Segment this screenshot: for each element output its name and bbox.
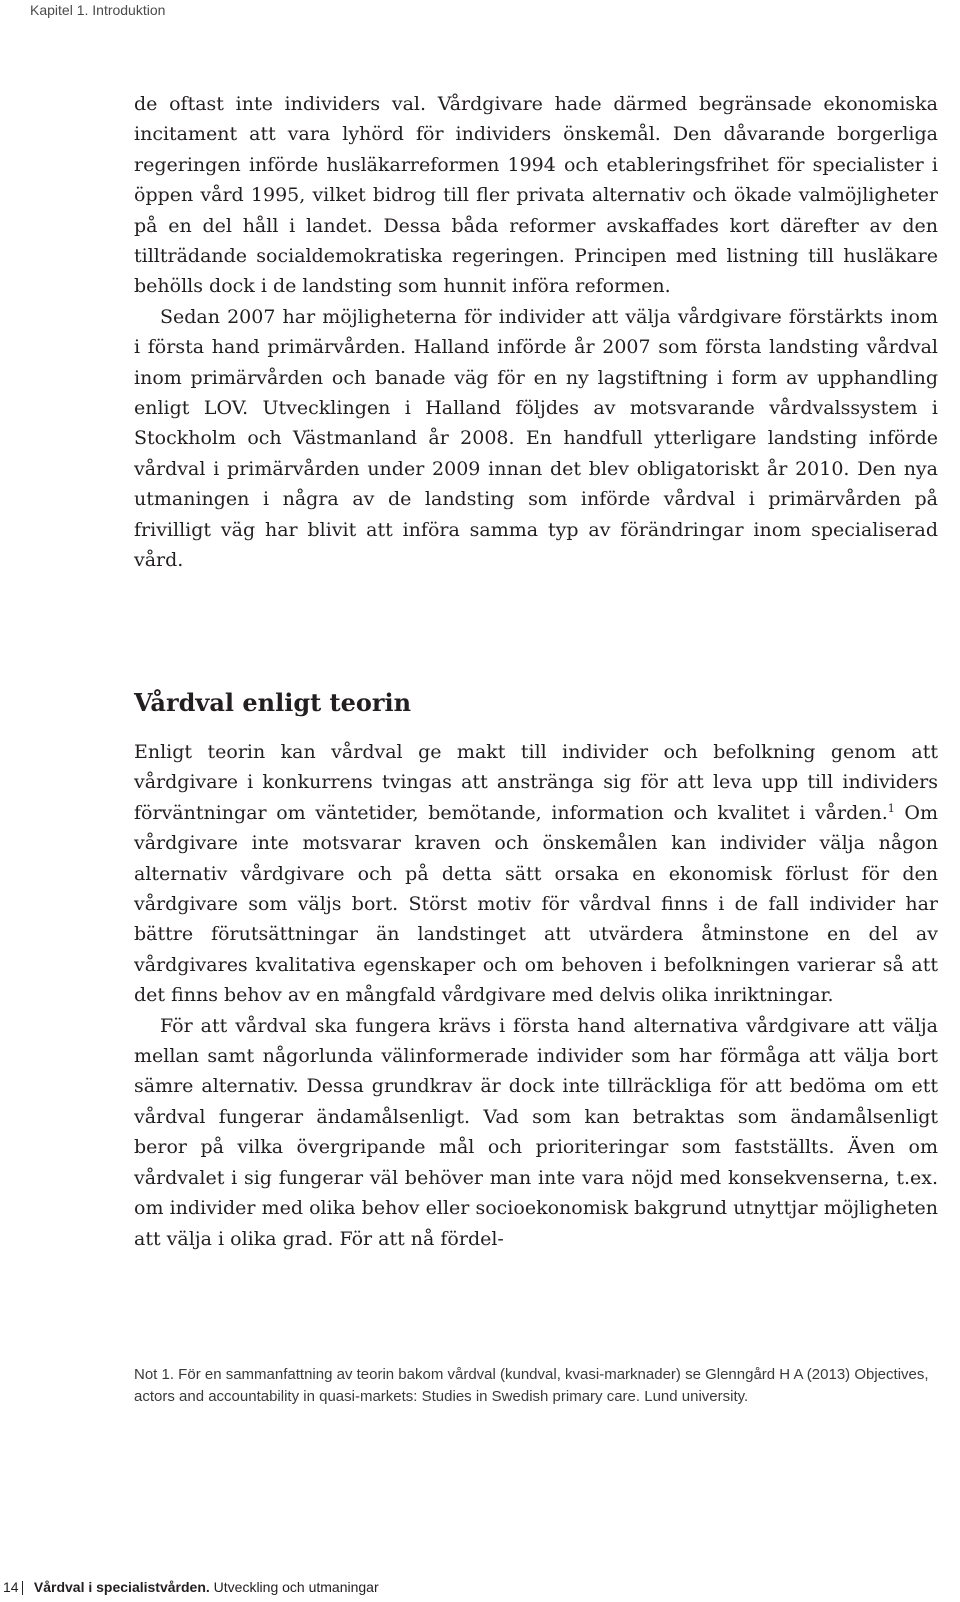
- running-head: Kapitel 1. Introduktion: [30, 2, 166, 18]
- footer-divider: [22, 1581, 23, 1595]
- section-heading: Vårdval enligt teorin: [134, 688, 412, 717]
- paragraph-text: Om vårdgivare inte motsvarar kraven och önskemålen kan individer välja någon alternativ vårdgivare och på detta sätt orsaka en ekonomisk förlust för den vårdgivare som väljs bort. Störst motiv för vårdval finns i de fall individer har bättre förutsättningar än landstinget att utvärdera åtminstone en del av vårdgivares kvalitativa egenskaper och om behoven i befolkningen varierar så att det finns behov av en mångfald vårdgivare med delvis olika inriktningar.: [134, 801, 938, 1007]
- paragraph: För att vårdval ska fungera krävs i första hand alternativa vårdgivare att välja mellan samt någorlunda välinformerade individer som har förmåga att välja bort sämre alternativ. Dessa grundkrav är dock inte tillräckliga för att bedöma om ett vårdval fungerar ändamålsenligt. Vad som kan betraktas som ändamålsenligt beror på vilka övergripande mål och prioriteringar som fastställts. Även om vårdvalet i sig fungerar väl behöver man inte vara nöjd med konsekvenserna, t.ex. om individer med olika behov eller socioekonomisk bakgrund utnyttjar möjligheten att välja i olika grad. För att nå fördel-: [134, 1014, 938, 1250]
- page-footer: [0, 1577, 379, 1597]
- footer-subtitle: Utveckling och utmaningar: [209, 1579, 379, 1595]
- footer-book-title: Vårdval i specialistvården.: [33, 1579, 210, 1595]
- paragraph-text: Enligt teorin kan vårdval ge makt till individer och befolkning genom att vårdgivare i konkurrens tvingas att anstränga sig för att leva upp till individers förväntningar om väntetider, bemötande, information och kvalitet i vården.: [134, 741, 938, 824]
- paragraph: [134, 737, 938, 1011]
- paragraph: de oftast inte individers val. Vårdgivare hade därmed begränsade ekonomiska incitament att vara lyhörd för individers önskemål. Den dåvarande borgerliga regeringen införde husläkarreformen 1994 och etableringsfrihet för specialister i öppen vård 1995, vilket bidrog till fler privata alternativ och ökade valmöjligheter på en del håll i landet. Dessa båda reformer avskaffades kort därefter av den tillträdande socialdemokratiska regeringen. Principen med listning till husläkare behölls dock i de landsting som hunnit införa reformen.: [134, 93, 938, 298]
- footnote: Not 1. För en sammanfattning av teorin bakom vårdval (kundval, kvasi-marknader) se Glenngård H A (2013) Objectives, actors and accountability in quasi-markets: Studies in Swedish primary care. Lund university.: [134, 1366, 929, 1405]
- page-number: 14: [3, 1579, 19, 1595]
- body-section-theory: [134, 737, 938, 1254]
- footnote-reference: 1: [887, 801, 895, 815]
- body-section-intro: [134, 89, 938, 576]
- paragraph: Sedan 2007 har möjligheterna för individer att välja vårdgivare förstärkts inom i första hand primärvården. Halland införde år 2007 som första landsting vårdval inom primärvården och banade väg för en ny lagstiftning i form av upphandling enligt LOV. Utvecklingen i Halland följdes av motsvarande vårdvalssystem i Stockholm och Västmanland år 2008. En handfull ytterligare landsting införde vårdval i primärvården under 2009 innan det blev obligatoriskt år 2010. Den nya utmaningen i några av de landsting som införde vårdval i primärvården på frivilligt väg har blivit att införa samma typ av förändringar inom specialiserad vård.: [134, 305, 938, 572]
